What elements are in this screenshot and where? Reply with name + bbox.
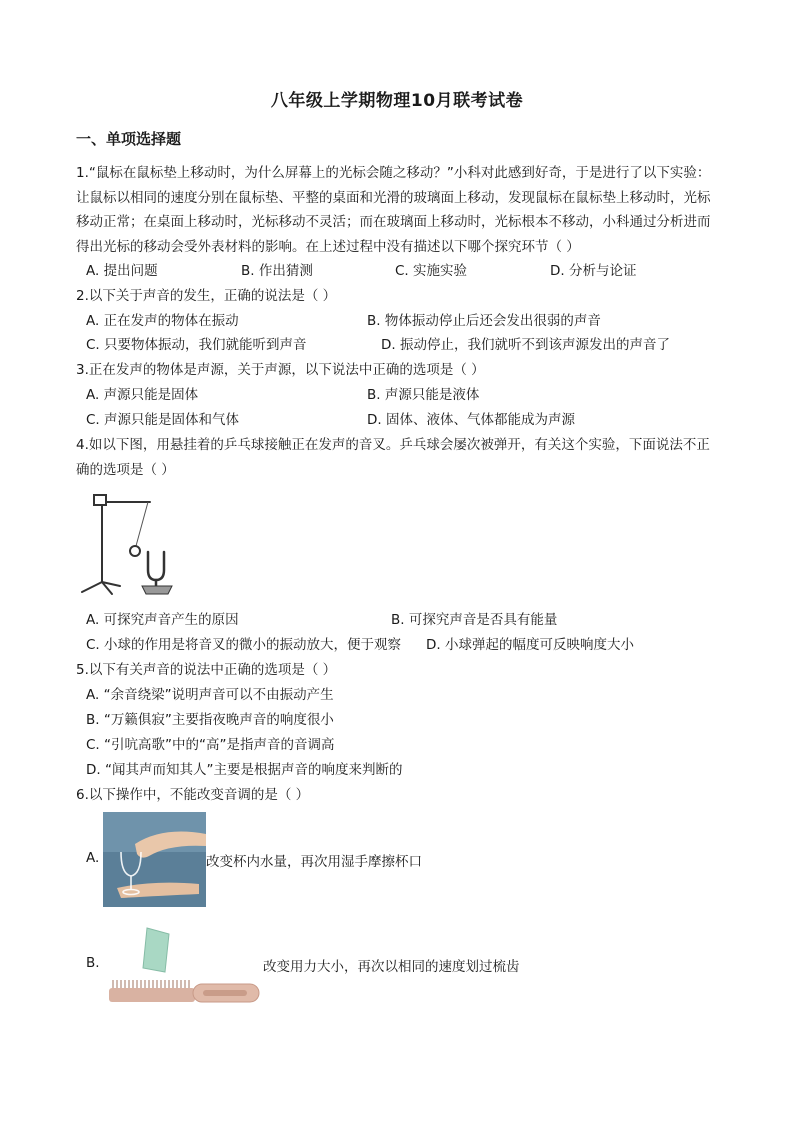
- question-2-options-row1: [86, 309, 726, 334]
- q6-option-a-text: 改变杯内水量，再次用湿手摩擦杯口: [206, 854, 422, 870]
- q4-option-a: A. 可探究声音产生的原因: [86, 612, 239, 628]
- q3-option-b: B. 声源只能是液体: [367, 387, 480, 403]
- question-6-stem: 6.以下操作中，不能改变音调的是（ ）: [76, 787, 310, 803]
- q2-option-a: A. 正在发声的物体在振动: [86, 313, 239, 329]
- q2-option-c: C. 只要物体振动，我们就能听到声音: [86, 337, 307, 353]
- question-1-stem: 1.“鼠标在鼠标垫上移动时，为什么屏幕上的光标会随之移动？”小科对此感到好奇，于是进行了以下实验：让鼠标以相同的速度分别在鼠标垫、平整的桌面和光滑的玻璃面上移动，发现鼠标在鼠标垫上移动时，光标移动正常；在桌面上移动时，光标移动不灵活；而在玻璃面上移动时，光标根本不移动，小科通过分析进而得出光标的移动会受外表材料的影响。在上述过程中没有描述以下哪个探究环节（ ）: [76, 165, 711, 255]
- page-title: 八年级上学期物理10月联考试卷: [270, 91, 524, 111]
- q1-option-d: D. 分析与论证: [550, 263, 637, 279]
- comb-photo: [103, 924, 263, 1008]
- q5-option-d: D. “闻其声而知其人”主要是根据声音的响度来判断的: [86, 762, 403, 778]
- section-title: 一、单项选择题: [76, 130, 182, 148]
- q6-option-b-letter: B.: [86, 955, 100, 971]
- question-3-options-row1: [86, 383, 726, 408]
- q5-option-b: B. “万籁俱寂”主要指夜晚声音的响度很小: [86, 712, 334, 728]
- q3-option-d: D. 固体、液体、气体都能成为声源: [367, 412, 575, 428]
- q2-option-b: B. 物体振动停止后还会发出很弱的声音: [367, 313, 601, 329]
- q2-option-d: D. 振动停止，我们就听不到该声源发出的声音了: [381, 337, 670, 353]
- wine-glass-photo: [103, 812, 206, 907]
- q6-option-a-letter: A.: [86, 850, 100, 866]
- question-4-stem: 4.如以下图，用悬挂着的乒乓球接触正在发声的音叉。乒乓球会屡次被弹开，有关这个实验，下面说法不正确的选项是（ ）: [76, 437, 710, 478]
- tuning-fork-apparatus-figure: [76, 490, 192, 598]
- question-5-stem: 5.以下有关声音的说法中正确的选项是（ ）: [76, 662, 337, 678]
- q6-option-b-text: 改变用力大小，再次以相同的速度划过梳齿: [263, 959, 520, 975]
- q1-option-a: A. 提出问题: [86, 263, 158, 279]
- q5-option-c: C. “引吭高歌”中的“高”是指声音的音调高: [86, 737, 335, 753]
- q3-option-a: A. 声源只能是固体: [86, 387, 199, 403]
- question-4-options-row2: [86, 633, 726, 658]
- q4-option-d: D. 小球弹起的幅度可反映响度大小: [426, 637, 634, 653]
- q5-option-a: A. “余音绕梁”说明声音可以不由振动产生: [86, 687, 334, 703]
- q4-option-b: B. 可探究声音是否具有能量: [391, 612, 558, 628]
- q3-option-c: C. 声源只能是固体和气体: [86, 412, 240, 428]
- question-2-stem: 2.以下关于声音的发生，正确的说法是（ ）: [76, 288, 337, 304]
- question-4-options-row1: [86, 608, 726, 633]
- question-1-options: [86, 259, 726, 284]
- question-3-options-row2: [86, 408, 726, 433]
- question-2-options-row2: [86, 333, 726, 358]
- q1-option-c: C. 实施实验: [395, 263, 468, 279]
- question-3-stem: 3.正在发声的物体是声源，关于声源，以下说法中正确的选项是（ ）: [76, 362, 485, 378]
- q4-option-c: C. 小球的作用是将音叉的微小的振动放大，便于观察: [86, 637, 402, 653]
- q1-option-b: B. 作出猜测: [241, 263, 313, 279]
